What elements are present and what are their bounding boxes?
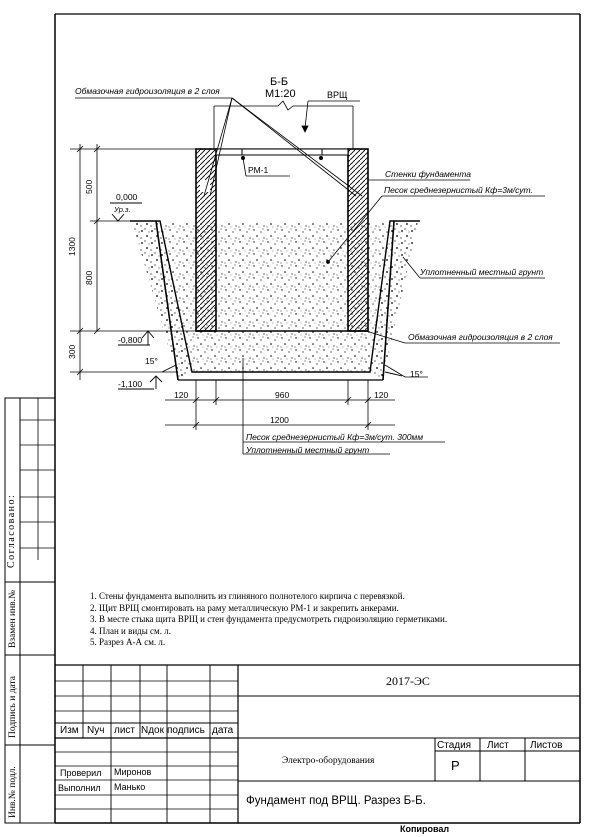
waterproof-bottom-label: Обмазочная гидроизоляция в 2 слоя <box>408 332 553 342</box>
signature-date-label: Подпись и дата <box>8 675 18 738</box>
vrsh-label: ВРЩ <box>327 90 348 100</box>
notes-list <box>90 591 447 649</box>
sand-top-label: Песок среднезернистый Кф=3м/сут. <box>384 185 533 195</box>
section-title: Б-Б <box>270 76 289 88</box>
stage-value: Р <box>451 758 460 773</box>
dim-500: 500 <box>84 179 94 194</box>
note-item: 1. Стены фундамента выполнить из глиняного полнотелого кирпича с перевязкой. <box>90 591 405 601</box>
dim-800: 800 <box>84 270 94 285</box>
rm1-label: РМ-1 <box>248 165 269 175</box>
level-mid: -0,800 <box>118 335 143 345</box>
col-nuch: Nуч <box>87 725 105 736</box>
scale-label: М1:20 <box>265 88 296 100</box>
ground-label: Уплотненный местный грунт <box>420 267 544 277</box>
copied-label: Копировал <box>400 824 450 834</box>
dim-120-right: 120 <box>374 390 389 400</box>
level-zero-sub: Ур.з. <box>114 205 131 214</box>
sheet-title: Фундамент под ВРЩ. Разрез Б-Б. <box>246 795 426 807</box>
project-name: Электро-оборудования <box>282 756 375 766</box>
note-item: 5. Разрез А-А см. л. <box>90 637 166 648</box>
col-ndok: Nдок <box>141 725 164 736</box>
dim-1300: 1300 <box>67 237 77 256</box>
agreed-label: Согласовано: <box>6 493 17 568</box>
level-bottom: -1,100 <box>118 379 143 389</box>
page-frame <box>5 14 580 823</box>
replaced-inv-label: Взамен инв.№ <box>8 589 18 648</box>
checked-name: Миронов <box>114 767 152 777</box>
trench <box>130 221 420 380</box>
dim-300: 300 <box>67 344 77 359</box>
waterproof-top-label: Обмазочная гидроизоляция в 2 слоя <box>75 86 220 96</box>
dim-120-left: 120 <box>174 390 189 400</box>
level-zero: 0,000 <box>116 192 138 202</box>
walls-label: Стенки фундамента <box>385 169 471 179</box>
done-role: Выполнил <box>58 783 101 793</box>
angle-right: 15° <box>410 369 423 379</box>
note-item: 3. В месте стыка щита ВРЩ и стен фундамента предусмотреть гидроизоляцию герметиками. <box>90 614 448 625</box>
note-item: 4. План и виды см. л. <box>90 625 171 636</box>
checked-role: Проверил <box>60 768 102 778</box>
col-izm: Изм <box>60 725 79 736</box>
col-list: лист <box>114 725 136 736</box>
doc-code: 2017-ЭС <box>386 674 430 688</box>
dim-960: 960 <box>275 390 290 400</box>
bottom-sand-label: Песок среднезернистый Кф=3м/сут. 300мм <box>246 432 424 442</box>
stage-header: Стадия <box>437 740 472 751</box>
inv-original-label: Инв.№ подл. <box>8 766 18 818</box>
lists-header: Листов <box>530 740 563 751</box>
note-item: 2. Щит ВРЩ смонтировать на раму металлическую РМ-1 и закрепить анкерами. <box>90 602 399 613</box>
dim-1200: 1200 <box>270 415 289 425</box>
bottom-ground-label: Уплотненный местный грунт <box>246 445 370 455</box>
wall-right <box>348 149 368 331</box>
col-data: дата <box>212 725 234 736</box>
list-header: Лист <box>487 740 509 751</box>
wall-left <box>196 149 216 331</box>
angle-left: 15° <box>145 356 158 366</box>
done-name: Манько <box>114 782 146 792</box>
col-podpis: подпись <box>167 725 205 736</box>
